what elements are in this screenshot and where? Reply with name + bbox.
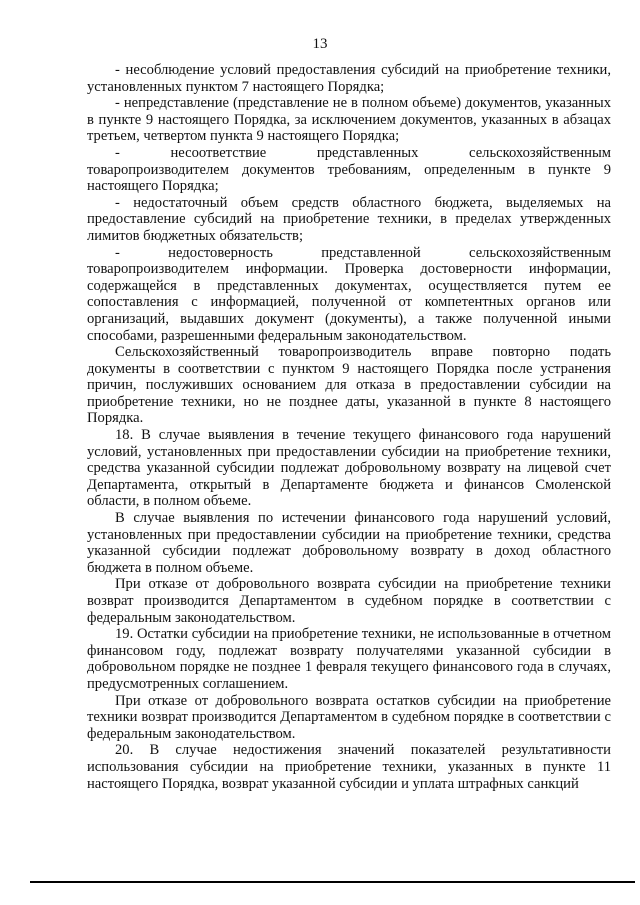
paragraph: 18. В случае выявления в течение текущего финансового года нарушений условий, установленных при предоставлении субсидии на приобретение техники, средства указанной субсидии подлежат добровольному возврату на лицевой счет Департамента, открытый в Департаменте бюджета и финансов Смоленской области, в полном объеме. (87, 427, 611, 510)
paragraph: - недостоверность представленной сельскохозяйственным товаропроизводителем информации. Проверка достоверности информации, содержащейся в представленных документах, осуществляется путем ее сопоставления с информацией, полученной от компетентных органов или организаций, выдавших документ (документы), а также полученной иными способами, разрешенными федеральным законодательством. (87, 244, 611, 344)
paragraph: При отказе от добровольного возврата остатков субсидии на приобретение техники возврат производится Департаментом в судебном порядке в соответствии с федеральным законодательством. (87, 692, 611, 742)
paragraph: - непредставление (представление не в полном объеме) документов, указанных в пункте 9 настоящего Порядка, за исключением документов, указанных в абзацах третьем, четвертом пункта 9 настоящего Порядка; (87, 95, 611, 145)
paragraph: При отказе от добровольного возврата субсидии на приобретение техники возврат производится Департаментом в судебном порядке в соответствии с федеральным законодательством. (87, 576, 611, 626)
paragraph: - несоблюдение условий предоставления субсидий на приобретение техники, установленных пунктом 7 настоящего Порядка; (87, 62, 611, 95)
page-number: 13 (312, 36, 328, 52)
bottom-divider (30, 881, 635, 883)
paragraph: 19. Остатки субсидии на приобретение техники, не использованные в отчетном финансовом году, подлежат возврату получателями указанной субсидии в добровольном порядке не позднее 1 февраля текущего финансового года в случаях, предусмотренных соглашением. (87, 626, 611, 692)
paragraph: - недостаточный объем средств областного бюджета, выделяемых на предоставление субсидий на приобретение техники, в пределах утвержденных лимитов бюджетных обязательств; (87, 194, 611, 244)
paragraph: - несоответствие представленных сельскохозяйственным товаропроизводителем документов требованиям, определенным в пункте 9 настоящего Порядка; (87, 144, 611, 195)
paragraph: Сельскохозяйственный товаропроизводитель вправе повторно подать документы в соответствии с пунктом 9 настоящего Порядка после устранения причин, послуживших основанием для отказа в предоставлении субсидии на приобретение техники, но не позднее даты, указанной в пункте 8 настоящего Порядка. (87, 344, 611, 427)
body-text (87, 62, 611, 792)
paragraph: 20. В случае недостижения значений показателей результативности использования субсидии на приобретение техники, указанных в пункте 11 настоящего Порядка, возврат указанной субсидии и уплата штрафных санкций (87, 742, 611, 792)
paragraph: В случае выявления по истечении финансового года нарушений условий, установленных при предоставлении субсидии на приобретение техники, средства указанной субсидии подлежат добровольному возврату в доход областного бюджета в полном объеме. (87, 510, 611, 576)
